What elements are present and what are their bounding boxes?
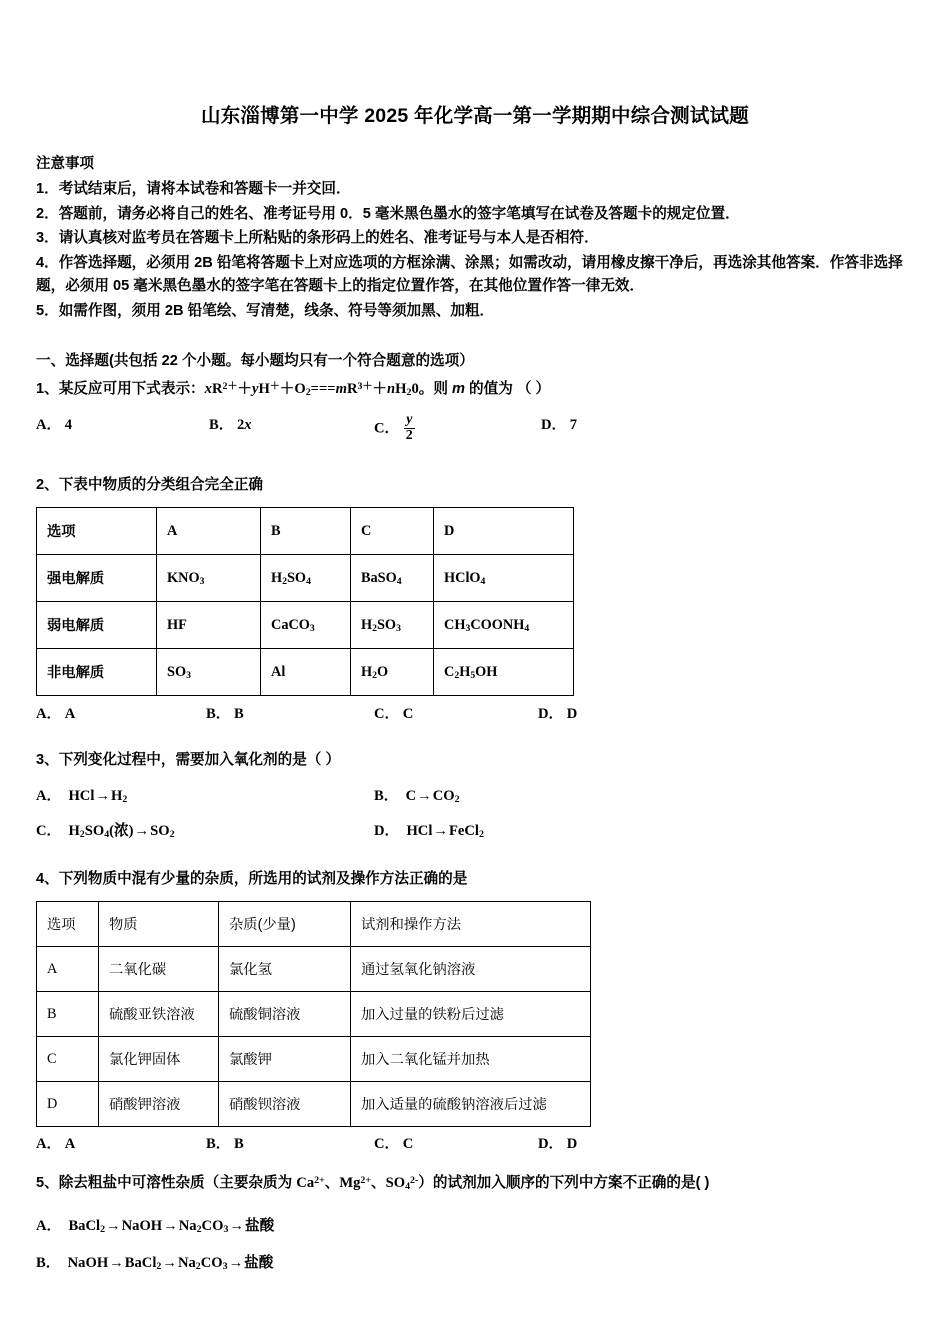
t2-r0-c3: 通过氢氧化钠溶液: [351, 947, 591, 992]
question-4-option-b[interactable]: B． B: [206, 1136, 244, 1153]
t2-r1-c2: 硫酸铜溶液: [219, 992, 351, 1037]
question-1-stem-suffix: 。则 m 的值为 （ ）: [418, 381, 551, 398]
t2-h1: 物质: [99, 902, 219, 947]
question-5-option-b-row: [36, 1251, 916, 1277]
notice-section: [36, 152, 916, 323]
t2-r1-c3: 加入过量的铁粉后过滤: [351, 992, 591, 1037]
question-5-stem-suffix: ）的试剂加入顺序的下列中方案不正确的是( ): [418, 1175, 710, 1192]
t2-r3-c2: 硝酸钡溶液: [219, 1082, 351, 1127]
question-4-option-c[interactable]: C． C: [374, 1136, 414, 1153]
question-3-option-b[interactable]: B． $C\to CO_2$: [374, 788, 460, 806]
t1-h4: D: [434, 508, 574, 555]
t2-r3-c0: D: [37, 1082, 99, 1127]
t2-r2-c1: 氯化钾固体: [99, 1037, 219, 1082]
t2-h3: 试剂和操作方法: [351, 902, 591, 947]
t2-r0-c1: 二氧化碳: [99, 947, 219, 992]
t1-r1-c2: $H_2SO_3$: [351, 602, 434, 649]
t1-h0: 选项: [37, 508, 157, 555]
notice-line-5: 5．如需作图，须用 2B 铅笔绘、写清楚，线条、符号等须加黑、加粗．: [36, 302, 495, 319]
notice-line-1: 1．考试结束后，请将本试卷和答题卡一并交回．: [36, 181, 351, 197]
t2-r2-c3: 加入二氧化锰并加热: [351, 1037, 591, 1082]
question-5-stem-prefix: 5、除去粗盐中可溶性杂质（主要杂质为: [36, 1175, 297, 1192]
t1-r1-c3: $CH_3COONH_4$: [434, 602, 574, 649]
question-2-option-c[interactable]: C． C: [374, 706, 414, 723]
t1-r0-c0: $KNO_3$: [157, 555, 261, 602]
question-2-option-d[interactable]: D． D: [538, 706, 578, 723]
table-row: [37, 555, 574, 602]
t1-r2-c2: $H_2O$: [351, 649, 434, 696]
question-1-option-a[interactable]: A． 4: [36, 417, 73, 434]
t2-r1-c0: B: [37, 992, 99, 1037]
t2-h2: 杂质(少量): [219, 902, 351, 947]
question-4-table: [36, 901, 591, 1127]
section-heading: 一、选择题(共包括 22 个小题。每小题均只有一个符合题意的选项）: [36, 353, 474, 369]
question-5-ions: $Ca^{2+}$、$Mg^{2+}$、$SO_4^{2-}$: [296, 1175, 419, 1193]
t1-r1-c1: CaCO$_3$: [261, 602, 351, 649]
t1-r1-label: 弱电解质: [37, 602, 157, 649]
t2-r2-c2: 氯酸钾: [219, 1037, 351, 1082]
question-4-option-d[interactable]: D． D: [538, 1136, 578, 1153]
notice-line-3: 3．请认真核对监考员在答题卡上所粘贴的条形码上的姓名、准考证号与本人是否相符．: [36, 230, 599, 246]
question-3-option-c[interactable]: C． $H_2SO_4$(浓)$\to SO_2$: [36, 823, 175, 841]
question-2-options: [36, 702, 916, 728]
t1-h2: B: [261, 508, 351, 555]
question-5-stem: [36, 1169, 916, 1199]
t2-r2-c0: C: [37, 1037, 99, 1082]
table-row: [37, 992, 591, 1037]
t2-r1-c1: 硫酸亚铁溶液: [99, 992, 219, 1037]
question-2-stem: 2、下表中物质的分类组合完全正确: [36, 477, 264, 494]
question-5-option-a[interactable]: A． $BaCl_2\to NaOH\to Na_2CO_3\to$盐酸: [36, 1217, 275, 1235]
question-2-option-a[interactable]: A． A: [36, 706, 76, 723]
page-title: 山东淄博第一中学 2025 年化学高一第一学期期中综合测试试题: [201, 105, 749, 127]
t1-r2-c0: $SO_3$: [157, 649, 261, 696]
t2-r3-c3: 加入适量的硫酸钠溶液后过滤: [351, 1082, 591, 1127]
t1-r0-c2: BaSO$_4$: [351, 555, 434, 602]
t1-r0-label: 强电解质: [37, 555, 157, 602]
question-1-equation: $xR^{2+}+yH^++O_2===mR^{3+}+nH_20$: [204, 381, 419, 399]
t2-r0-c0: A: [37, 947, 99, 992]
question-2-option-b[interactable]: B． B: [206, 706, 244, 723]
t2-h0: 选项: [37, 902, 99, 947]
question-3-options-row-2: [36, 819, 916, 845]
t1-r2-label: 非电解质: [37, 649, 157, 696]
t1-h1: A: [157, 508, 261, 555]
question-1-option-c[interactable]: C． $\frac{y}{2}$: [374, 412, 413, 443]
question-1-stem-prefix: 1、某反应可用下式表示：: [36, 381, 205, 398]
t1-r2-c3: $C_2H_5OH$: [434, 649, 574, 696]
table-row: [37, 1037, 591, 1082]
t1-r2-c1: Al: [261, 649, 351, 696]
document-body: [36, 152, 916, 1277]
question-3-option-d[interactable]: D． HCl→FeCl$_2$: [374, 823, 484, 841]
question-2-table: [36, 507, 574, 696]
question-5-option-b[interactable]: B． $NaOH\to BaCl_2\to Na_2CO_3\to$盐酸: [36, 1254, 274, 1272]
table-row: [37, 602, 574, 649]
question-4-option-a[interactable]: A． A: [36, 1136, 76, 1153]
t1-r0-c3: HClO$_4$: [434, 555, 574, 602]
question-1-stem: [36, 375, 916, 405]
fraction-y-over-2: $\frac{y}{2}$: [405, 412, 413, 443]
question-1-options: [36, 413, 916, 447]
table-row-header: [37, 902, 591, 947]
question-5-option-a-row: [36, 1214, 916, 1240]
table-row: [37, 947, 591, 992]
table-row-header: [37, 508, 574, 555]
question-3-options-row-1: [36, 784, 916, 810]
question-3-stem: 3、下列变化过程中，需要加入氧化剂的是（ ）: [36, 752, 341, 769]
notice-heading: 注意事项: [36, 156, 94, 172]
question-4-stem: 4、下列物质中混有少量的杂质，所选用的试剂及操作方法正确的是: [36, 871, 468, 888]
notice-line-2: 2．答题前，请务必将自己的姓名、准考证号用 0．5 毫米黑色墨水的签字笔填写在试卷及答题卡的规定位置．: [36, 205, 740, 222]
table-row: [37, 1082, 591, 1127]
question-4-options: [36, 1132, 916, 1158]
notice-line-4: 4．作答选择题，必须用 2B 铅笔将答题卡上对应选项的方框涂满、涂黑；如需改动，请用橡皮擦干净后，再选涂其他答案．作答非选择题，必须用 05 毫米黑色墨水的签字笔在答题卡上的指定位置作答，在其他位置作答一律无效．: [36, 254, 903, 294]
t2-r0-c2: 氯化氢: [219, 947, 351, 992]
t1-r1-c0: HF: [157, 602, 261, 649]
question-3-option-a[interactable]: A． $HCl\to H_2$: [36, 788, 128, 806]
t1-r0-c1: $H_2SO_4$: [261, 555, 351, 602]
question-1-option-d[interactable]: D． 7: [541, 417, 578, 434]
table-row: [37, 649, 574, 696]
t1-h3: C: [351, 508, 434, 555]
t2-r3-c1: 硝酸钾溶液: [99, 1082, 219, 1127]
question-1-option-b[interactable]: B． 2x: [209, 417, 252, 434]
